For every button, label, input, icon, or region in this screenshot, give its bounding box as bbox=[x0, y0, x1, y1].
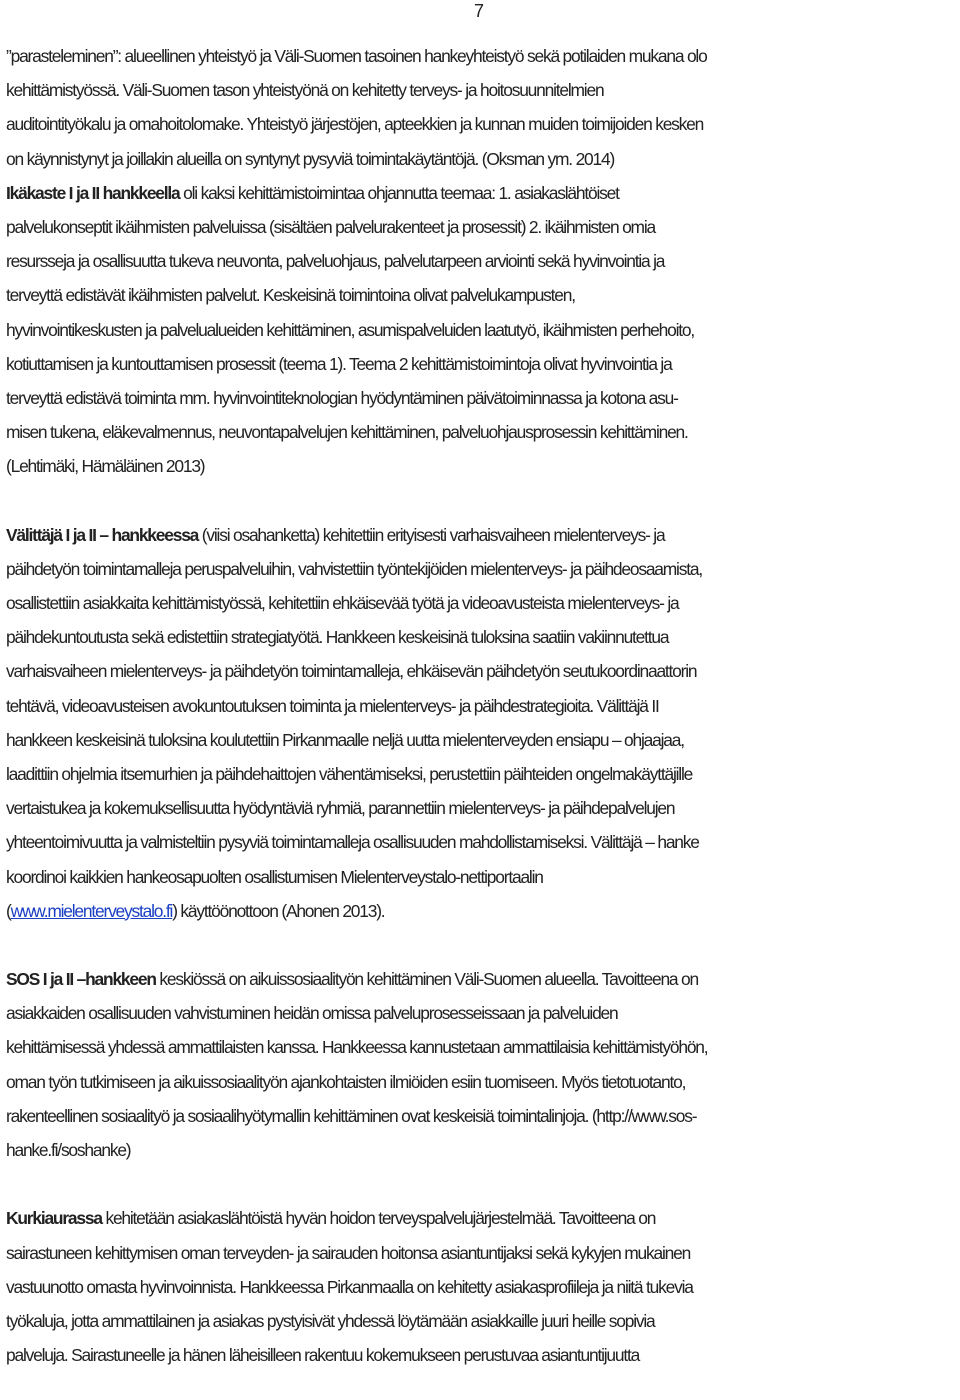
text-line: kehittämistyössä. Väli-Suomen tason yhteistyönä on kehitetty terveys- ja hoitosuunnitelmien bbox=[6, 80, 604, 101]
text-line: kehittämisessä yhdessä ammattilaisten kanssa. Hankkeessa kannustetaan ammattilaisia kehittämistyöhön, bbox=[6, 1037, 708, 1058]
text-line bbox=[6, 176, 958, 210]
text-line: oman työn tutkimiseen ja aikuissosiaalityön ajankohtaisten ilmiöiden esiin tuomiseen. Myös tietotuotanto, bbox=[6, 1071, 686, 1092]
text-line: vertaistukea ja kokemuksellisuutta hyödyntäviä ryhmiä, parannettiin mielenterveys- ja päihdepalvelujen bbox=[6, 798, 675, 819]
project-name-valittaja: Välittäjä I ja II – hankkeessa bbox=[6, 524, 199, 545]
text-line bbox=[6, 518, 958, 552]
text-line: laadittiin ohjelmia itsemurhien ja päihdehaittojen vähentämiseksi, perustettiin päihteiden ongelmakäyttäjille bbox=[6, 763, 693, 784]
paragraph-spacer bbox=[6, 1167, 958, 1201]
mielenterveystalo-link[interactable]: www.mielenterveystalo.fi bbox=[10, 900, 173, 921]
text-run: ( bbox=[6, 900, 11, 921]
text-line: palveluja. Sairastuneelle ja hänen läheisilleen rakentuu kokemukseen perustuvaa asiantuntijuutta bbox=[6, 1345, 640, 1366]
text-line: ”parasteleminen”: alueellinen yhteistyö ja Väli-Suomen tasoinen hankeyhteistyö sekä potilaiden mukana olo bbox=[6, 46, 707, 66]
project-name-sos: SOS I ja II –hankkeen bbox=[6, 969, 156, 990]
text-line: päihdekuntoutusta sekä edistettiin strategiatyötä. Hankkeen keskeisinä tuloksina saatiin vakiinnutettua bbox=[6, 627, 669, 648]
text-line: misen tukena, eläkevalmennus, neuvontapalvelujen kehittäminen, palveluohjausprosessin kehittäminen. bbox=[6, 422, 688, 443]
text-line: hankkeen keskeisinä tuloksina koulutettiin Pirkanmaalle neljä uutta mielenterveyden ensiapu – ohjaajaa, bbox=[6, 729, 684, 750]
text-line: terveyttä edistävä toiminta mm. hyvinvointiteknologian hyödyntäminen päivätoiminnassa ja kotona asu- bbox=[6, 387, 678, 408]
text-line: työkaluja, jotta ammattilainen ja asiakas pystyisivät yhdessä löytämään asiakkaille juuri heille sopivia bbox=[6, 1310, 655, 1331]
text-line: päihdetyön toimintamalleja peruspalveluihin, vahvistettiin työntekijöiden mielenterveys- ja päihdeosaamista, bbox=[6, 558, 702, 579]
paragraph-spacer bbox=[6, 928, 958, 962]
text-line: sairastuneen kehittymisen oman terveyden- ja sairauden hoitonsa asiantuntijaksi sekä kykyjen mukainen bbox=[6, 1242, 691, 1263]
text-run: kehitetään asiakaslähtöistä hyvän hoidon terveyspalvelujärjestelmää. Tavoitteena on bbox=[101, 1208, 656, 1229]
text-run: oli kaksi kehittämistoimintaa ohjannutta teemaa: 1. asiakaslähtöiset bbox=[179, 182, 619, 203]
paragraph-spacer bbox=[6, 483, 958, 517]
text-line: varhaisvaiheen mielenterveys- ja päihdetyön toimintamalleja, ehkäisevän päihdetyön seutukoordinaattorin bbox=[6, 661, 697, 682]
text-line: auditointityökalu ja omahoitolomake. Yhteistyö järjestöjen, apteekkien ja kunnan muiden toimijoiden kesken bbox=[6, 114, 704, 135]
paragraph-sos bbox=[6, 962, 958, 1167]
text-line: terveyttä edistävät ikäihmisten palvelut. Keskeisinä toimintoina olivat palvelukampusten, bbox=[6, 285, 575, 306]
document-body bbox=[6, 39, 958, 1372]
text-line: on käynnistynyt ja joillakin alueilla on syntynyt pysyviä toimintakäytäntöjä. (Oksman ym. 2014) bbox=[6, 148, 615, 169]
text-line: vastuunotto omasta hyvinvoinnista. Hankkeessa Pirkanmaalla on kehitetty asiakasprofiileja ja niitä tukevia bbox=[6, 1276, 693, 1297]
text-line bbox=[6, 894, 958, 928]
paragraph-ikakaste bbox=[6, 176, 958, 484]
text-line: hanke.fi/soshanke) bbox=[6, 1140, 131, 1160]
text-line: palvelukonseptit ikäihmisten palveluissa (sisältäen palvelurakenteet ja prosessit) 2. ikäihmisten omia bbox=[6, 216, 655, 237]
text-line: tehtävä, videoavusteisen avokuntoutuksen toiminta ja mielenterveys- ja päihdestrategioita. Välittäjä II bbox=[6, 695, 659, 716]
text-run: keskiössä on aikuissosiaalityön kehittäminen Väli-Suomen alueella. Tavoitteena on bbox=[155, 969, 698, 990]
text-line bbox=[6, 962, 958, 996]
text-line: kotiuttamisen ja kuntouttamisen prosessit (teema 1). Teema 2 kehittämistoimintoja olivat hyvinvointia ja bbox=[6, 353, 672, 374]
text-line: asiakkaiden osallisuuden vahvistuminen heidän omissa palveluprosesseissaan ja palveluiden bbox=[6, 1003, 618, 1024]
paragraph-valittaja bbox=[6, 518, 958, 928]
paragraph-parasteleminen bbox=[6, 39, 958, 176]
project-name-ikakaste: Ikäkaste I ja II hankkeella bbox=[6, 182, 180, 203]
text-line bbox=[6, 1201, 958, 1235]
text-run: ) käyttöönottoon (Ahonen 2013). bbox=[172, 900, 385, 921]
text-line: rakenteellinen sosiaalityö ja sosiaalihyötymallin kehittäminen ovat keskeisiä toimintalinjoja. (http://www.sos- bbox=[6, 1105, 697, 1126]
text-line: yhteentoimivuutta ja valmisteltiin pysyviä toimintamalleja osallisuuden mahdollistamiseksi. Välittäjä – hanke bbox=[6, 832, 699, 853]
text-line: koordinoi kaikkien hankeosapuolten osallistumisen Mielenterveystalo-nettiportaalin bbox=[6, 866, 543, 887]
page-number: 7 bbox=[474, 1, 485, 21]
text-run: (viisi osahanketta) kehitettiin erityisesti varhaisvaiheen mielenterveys- ja bbox=[198, 524, 665, 545]
text-line: hyvinvointikeskusten ja palvelualueiden kehittäminen, asumispalveluiden laatutyö, ikäihmisten perhehoito, bbox=[6, 319, 694, 340]
text-line: osallistettiin asiakkaita kehittämistyössä, kehitettiin ehkäisevää työtä ja videoavusteista mielenterveys- ja bbox=[6, 593, 679, 613]
project-name-kurkiaura: Kurkiaurassa bbox=[6, 1208, 102, 1229]
text-line: (Lehtimäki, Hämäläinen 2013) bbox=[6, 456, 205, 477]
paragraph-kurkiaura bbox=[6, 1201, 958, 1372]
text-line: resursseja ja osallisuutta tukeva neuvonta, palveluohjaus, palvelutarpeen arviointi sekä hyvinvointia ja bbox=[6, 251, 665, 272]
